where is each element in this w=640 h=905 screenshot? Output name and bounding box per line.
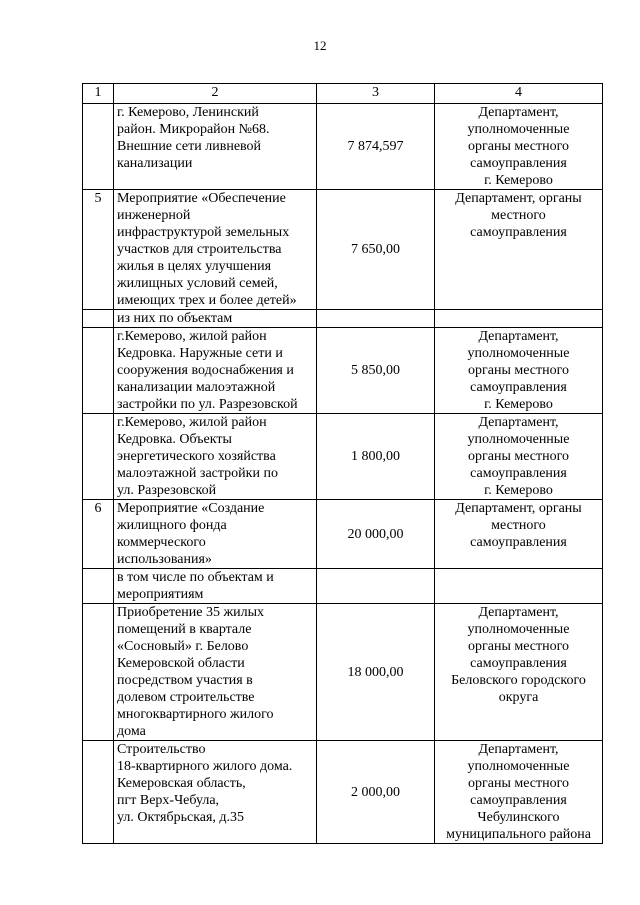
row-description: г.Кемерово, жилой район Кедровка. Объекты энергетического хозяйства малоэтажной застройки по ул. Разрезовской xyxy=(114,414,317,500)
row-executor: Департамент, органы местного самоуправления xyxy=(435,500,603,569)
row-executor: Департамент, уполномоченные органы местного самоуправления г. Кемерово xyxy=(435,328,603,414)
row-number xyxy=(83,569,114,604)
table-header-row xyxy=(83,84,603,104)
table-row xyxy=(83,414,603,500)
row-description: Строительство 18-квартирного жилого дома. Кемеровская область, пгт Верх-Чебула, ул. Октябрьская, д.35 xyxy=(114,741,317,844)
row-amount: 1 800,00 xyxy=(317,414,435,500)
table-row xyxy=(83,190,603,310)
header-cell: 4 xyxy=(435,84,603,104)
table-row xyxy=(83,310,603,328)
row-number xyxy=(83,414,114,500)
row-amount: 20 000,00 xyxy=(317,500,435,569)
row-description: Мероприятие «Обеспечение инженерной инфраструктурой земельных участков для строительства жилья в целях улучшения жилищных условий семей, имеющих трех и более детей» xyxy=(114,190,317,310)
row-number: 6 xyxy=(83,500,114,569)
row-number xyxy=(83,310,114,328)
row-executor xyxy=(435,310,603,328)
row-executor: Департамент, уполномоченные органы местного самоуправления г. Кемерово xyxy=(435,414,603,500)
row-executor: Департамент, уполномоченные органы местного самоуправления г. Кемерово xyxy=(435,104,603,190)
row-executor: Департамент, уполномоченные органы местного самоуправления Беловского городского округа xyxy=(435,604,603,741)
page-number: 12 xyxy=(313,38,327,53)
header-cell: 3 xyxy=(317,84,435,104)
row-description: Приобретение 35 жилых помещений в квартале «Сосновый» г. Белово Кемеровской области посредством участия в долевом строительстве многоквартирного жилого дома xyxy=(114,604,317,741)
row-number xyxy=(83,741,114,844)
row-number xyxy=(83,604,114,741)
row-description: из них по объектам xyxy=(114,310,317,328)
row-number: 5 xyxy=(83,190,114,310)
row-executor: Департамент, органы местного самоуправления xyxy=(435,190,603,310)
row-executor xyxy=(435,569,603,604)
row-executor: Департамент, уполномоченные органы местного самоуправления Чебулинского муниципального района xyxy=(435,741,603,844)
table-row xyxy=(83,104,603,190)
row-description: г.Кемерово, жилой район Кедровка. Наружные сети и сооружения водоснабжения и канализации малоэтажной застройки по ул. Разрезовской xyxy=(114,328,317,414)
row-number xyxy=(83,328,114,414)
header-cell: 1 xyxy=(83,84,114,104)
row-amount: 5 850,00 xyxy=(317,328,435,414)
row-description: в том числе по объектам и мероприятиям xyxy=(114,569,317,604)
table-row xyxy=(83,569,603,604)
table-row xyxy=(83,500,603,569)
table-row xyxy=(83,328,603,414)
row-description: г. Кемерово, Ленинский район. Микрорайон №68. Внешние сети ливневой канализации xyxy=(114,104,317,190)
header-cell: 2 xyxy=(114,84,317,104)
table-row xyxy=(83,604,603,741)
row-number xyxy=(83,104,114,190)
table-row xyxy=(83,741,603,844)
row-amount: 7 650,00 xyxy=(317,190,435,310)
row-amount xyxy=(317,310,435,328)
row-amount: 2 000,00 xyxy=(317,741,435,844)
row-description: Мероприятие «Создание жилищного фонда коммерческого использования» xyxy=(114,500,317,569)
row-amount xyxy=(317,569,435,604)
row-amount: 18 000,00 xyxy=(317,604,435,741)
row-amount: 7 874,597 xyxy=(317,104,435,190)
program-table xyxy=(82,83,603,844)
